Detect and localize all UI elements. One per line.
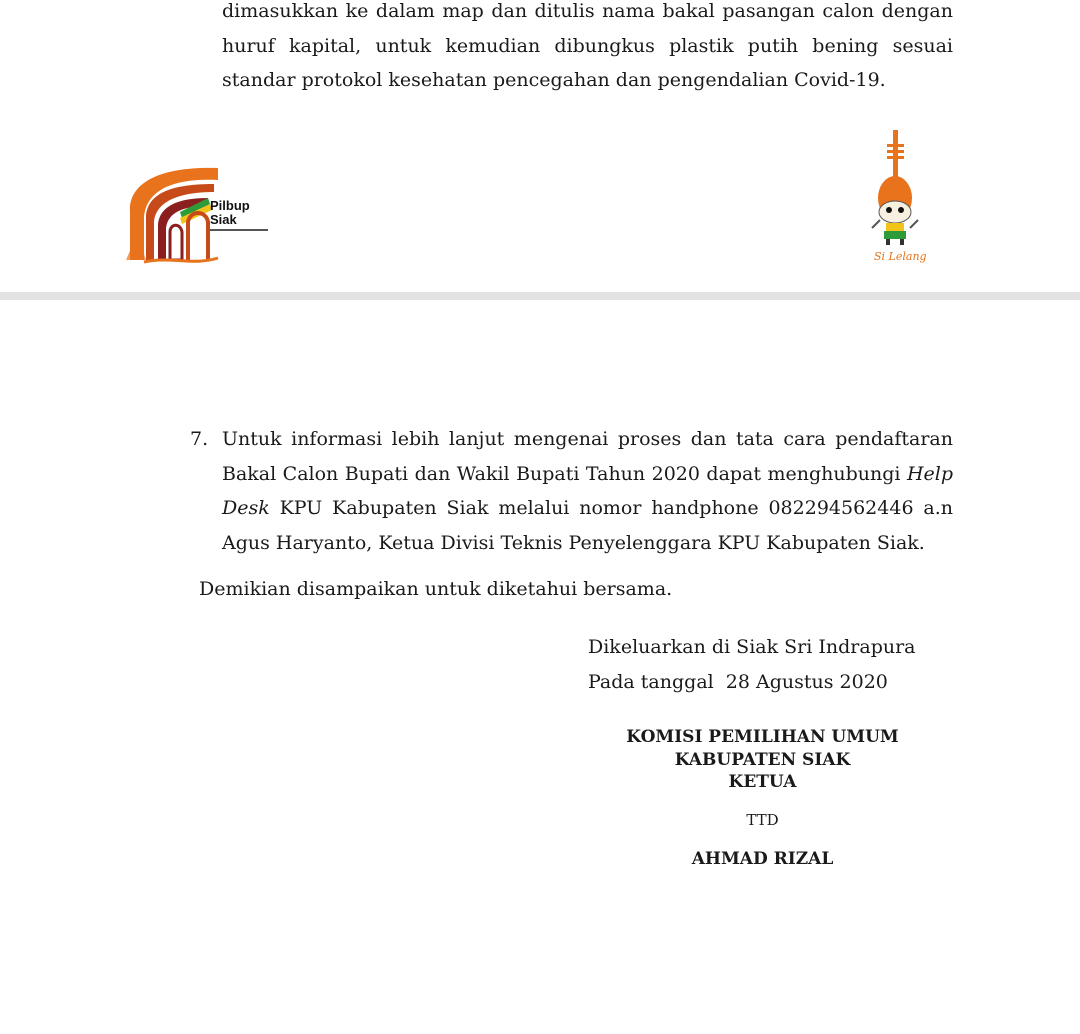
issued-date: Pada tanggal 28 Agustus 2020 (588, 671, 888, 693)
org-name-line1: KOMISI PEMILIHAN UMUM (626, 727, 899, 747)
mascot-caption: Si Lelang (874, 250, 927, 263)
pilbup-siak-logo (122, 162, 272, 266)
item-text-part2: KPU Kabupaten Siak melalui nomor handphone 082294562446 a.n Agus Haryanto, Ketua Divisi Teknis Penyelenggara KPU Kabupaten Siak. (222, 497, 953, 554)
signature-block (600, 726, 925, 794)
mascot-logo (862, 128, 928, 268)
ttd-label: TTD (746, 811, 779, 829)
paragraph-continuation: dimasukkan ke dalam map dan ditulis nama bakal pasangan calon dengan huruf kapital, untuk kemudian dibungkus plastik putih bening sesuai standar protokol kesehatan pencegahan dan pengendalian Covid-19. (222, 0, 953, 91)
list-number: 7. (190, 428, 209, 450)
list-item-text (222, 422, 953, 560)
issued-place: Dikeluarkan di Siak Sri Indrapura (588, 636, 916, 658)
item-text-italic: Help Desk (222, 462, 953, 519)
signer-name: AHMAD RIZAL (691, 849, 834, 869)
org-title: KETUA (728, 772, 797, 792)
page-separator (0, 292, 1080, 300)
document-page-top (0, 0, 1080, 292)
issued-info (588, 630, 916, 700)
item-text-part1: Untuk informasi lebih lanjut mengenai proses dan tata cara pendaftaran Bakal Calon Bupati dan Wakil Bupati Tahun 2020 dapat menghubungi (222, 428, 953, 485)
document-page-bottom (0, 300, 1080, 1034)
org-name-line2: KABUPATEN SIAK (674, 749, 851, 770)
closing-statement: Demikian disampaikan untuk diketahui bersama. (199, 578, 673, 600)
logo-text-pilbup: Pilbup (210, 198, 250, 213)
logo-text-siak: Siak (210, 212, 237, 227)
